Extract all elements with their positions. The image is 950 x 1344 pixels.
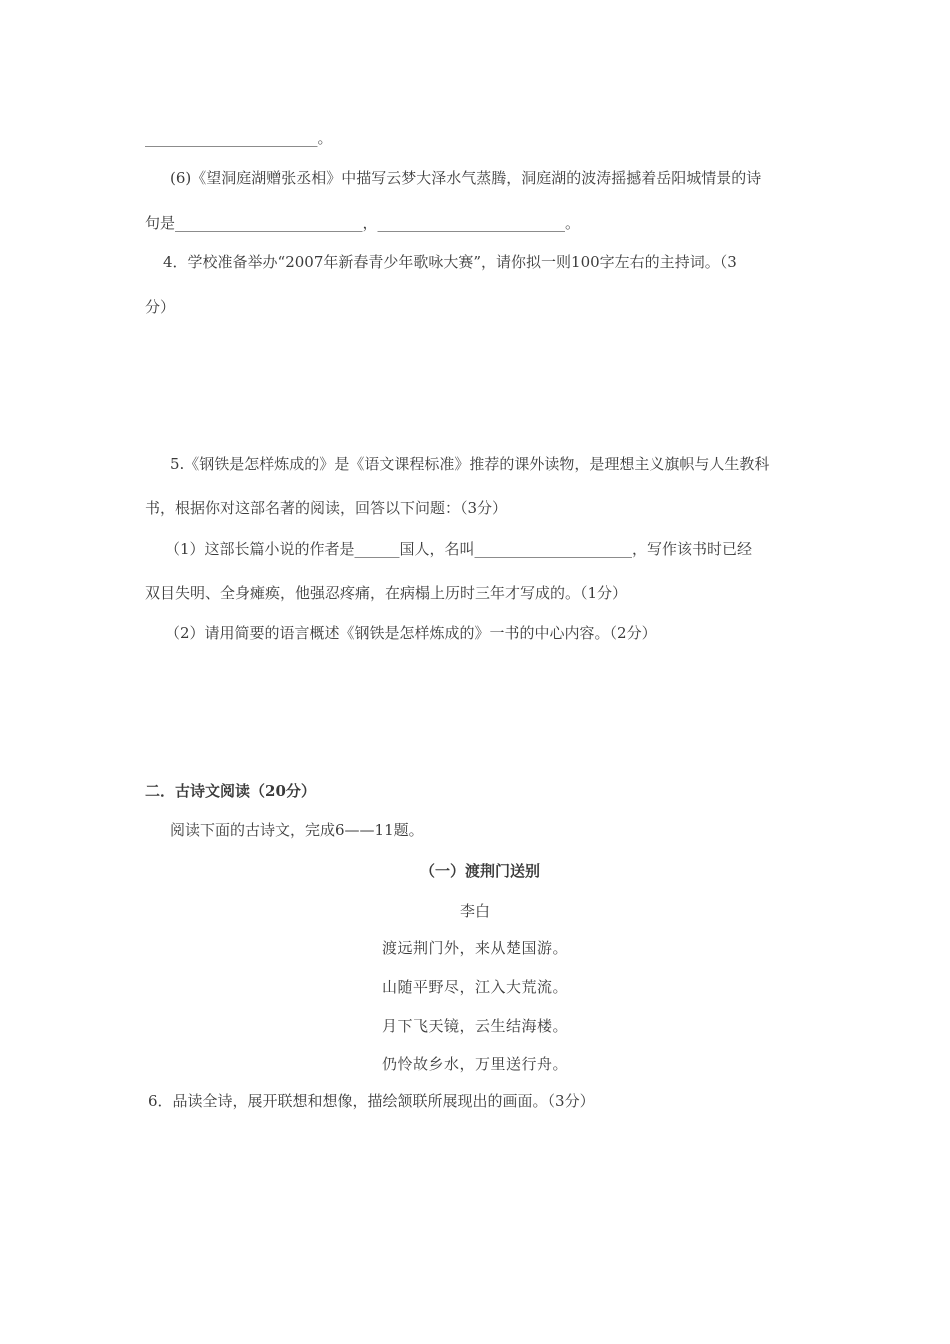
poem-line: 仍怜故乡水，万里送行舟。 [381,1055,568,1073]
section-2-instruction: 阅读下面的古诗文，完成6——11题。 [170,821,424,839]
poem-line: 山随平野尽，江入大荒流。 [381,978,568,996]
poem-title: （一）渡荆门送别 [419,862,540,880]
question-4-line-1: 4．学校准备举办“2007年新春青少年歌咏大赛”，请你拟一则100字左右的主持词。（3 [163,253,737,271]
answer-blank-line: _______________________。 [145,129,333,147]
question-5-sub-1-line-2: 双目失明、全身瘫痪，他强忍疼痛，在病榻上历时三年才写成的。（1分） [145,584,628,602]
poem-line: 渡远荆门外，来从楚国游。 [381,939,568,957]
question-3-item-6-line-1: (6)《望洞庭湖赠张丞相》中描写云梦大泽水气蒸腾，洞庭湖的波涛摇撼着岳阳城情景的诗 [170,169,762,187]
poem-line: 月下飞天镜，云生结海楼。 [381,1017,568,1035]
question-6: 6．品读全诗，展开联想和想像，描绘颔联所展现出的画面。（3分） [148,1092,595,1110]
question-4-line-2: 分） [145,298,176,316]
question-3-item-6-line-2: 句是_________________________，_________________________。 [145,214,581,232]
poem-author: 李白 [459,902,490,920]
question-5-line-2: 书，根据你对这部名著的阅读，回答以下问题：（3分） [145,499,508,517]
question-5-sub-1-line-1: （1）这部长篇小说的作者是______国人，名叫_____________________，写作该书时已经 [165,540,753,558]
question-5-sub-2: （2）请用简要的语言概述《钢铁是怎样炼成的》一书的中心内容。（2分） [165,624,657,642]
question-5-line-1: 5.《钢铁是怎样炼成的》是《语文课程标准》推荐的课外读物，是理想主义旗帜与人生教科 [170,455,770,473]
section-2-heading: 二．古诗文阅读（20分） [145,782,316,800]
